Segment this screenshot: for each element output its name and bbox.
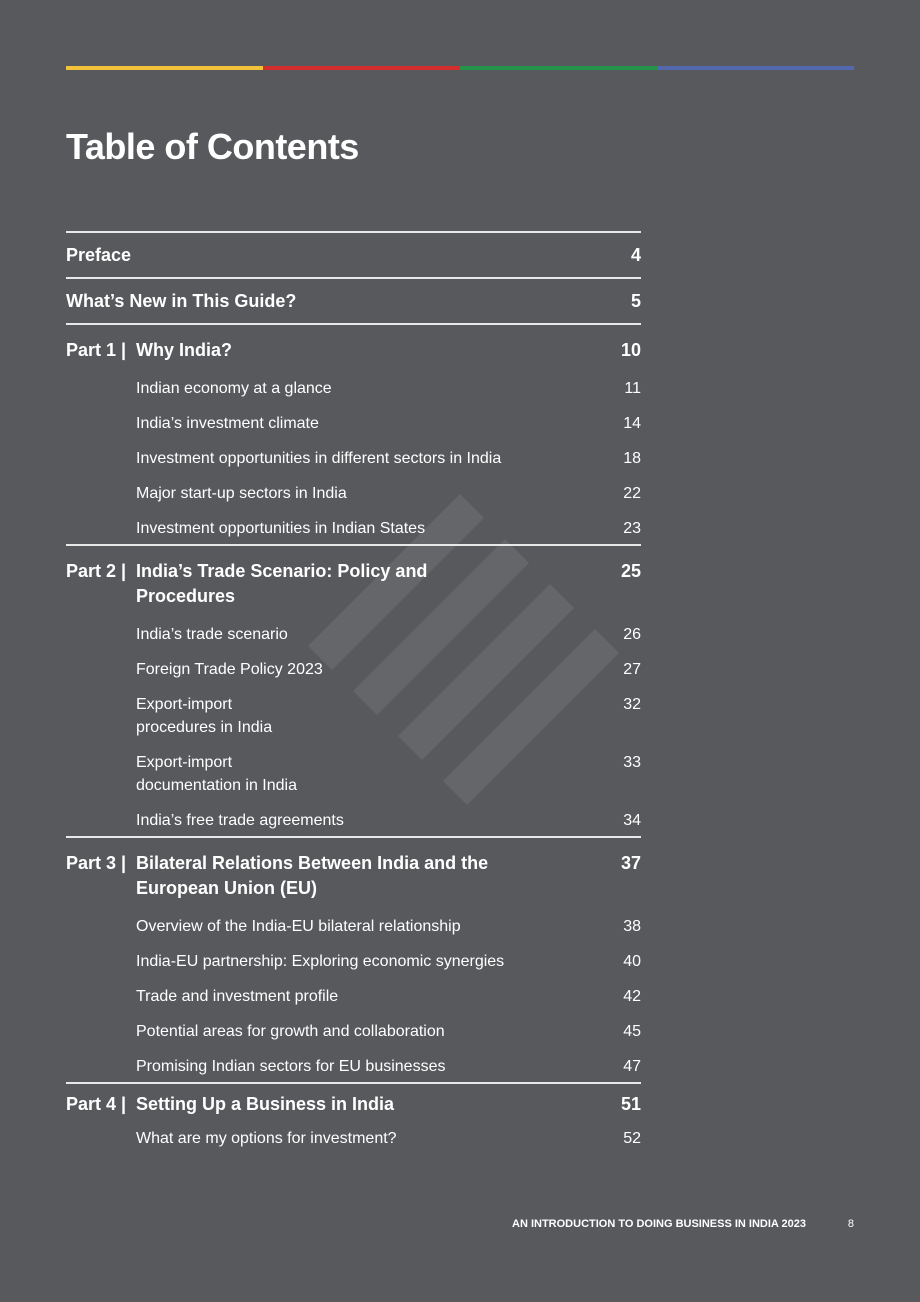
toc-subentry[interactable] xyxy=(66,441,641,476)
subentry-label-line: documentation in India xyxy=(136,777,297,794)
toc-subentry[interactable] xyxy=(66,944,641,979)
subentry-label-line: Export-import xyxy=(136,754,233,771)
toc-part-3[interactable] xyxy=(66,836,641,909)
toc-part-4[interactable] xyxy=(66,1082,641,1121)
subentry-page: 14 xyxy=(623,415,641,432)
part-number: Part 4 | xyxy=(66,1094,127,1114)
subentry-label: Investment opportunities in different sectors in India xyxy=(136,450,502,467)
subentry-page: 42 xyxy=(623,988,641,1005)
subentry-page: 34 xyxy=(623,812,641,829)
part-title: Bilateral Relations Between India and the European Union (EU) xyxy=(136,853,489,898)
toc-subentry[interactable] xyxy=(66,371,641,406)
stripe-red xyxy=(263,66,460,70)
subentry-page: 47 xyxy=(623,1058,641,1075)
page-footer xyxy=(0,1218,854,1232)
toc-subentry[interactable] xyxy=(66,476,641,511)
subentry-label: What are my options for investment? xyxy=(136,1130,397,1147)
subentry-page: 45 xyxy=(623,1023,641,1040)
subentry-page: 32 xyxy=(623,696,641,713)
toc-subentry[interactable] xyxy=(66,979,641,1014)
toc-subentry[interactable] xyxy=(66,511,641,544)
subentry-page: 40 xyxy=(623,953,641,970)
subentry-label xyxy=(136,751,581,797)
subentry-label xyxy=(136,693,581,739)
toc-entry-whats-new[interactable] xyxy=(66,277,641,323)
toc-subentry[interactable] xyxy=(66,687,641,745)
subentry-label: Foreign Trade Policy 2023 xyxy=(136,661,323,678)
subentry-page: 52 xyxy=(623,1130,641,1147)
part-title: Setting Up a Business in India xyxy=(136,1094,395,1114)
toc-part-2[interactable] xyxy=(66,544,641,617)
part-title: India’s Trade Scenario: Policy and Procedures xyxy=(136,561,428,606)
toc-subentry[interactable] xyxy=(66,745,641,803)
subentry-label-line: procedures in India xyxy=(136,719,273,736)
subentry-label: Promising Indian sectors for EU businesses xyxy=(136,1058,446,1075)
part-number: Part 1 | xyxy=(66,340,127,360)
part-page: 37 xyxy=(620,853,641,873)
subentry-label: Potential areas for growth and collaboration xyxy=(136,1023,445,1040)
subentry-page: 38 xyxy=(623,918,641,935)
stripe-green xyxy=(460,66,657,70)
page-title: Table of Contents xyxy=(66,126,359,167)
toc-subentry[interactable] xyxy=(66,803,641,836)
subentry-label: India’s free trade agreements xyxy=(136,812,344,829)
subentry-label: Major start-up sectors in India xyxy=(136,485,347,502)
toc-subentry[interactable] xyxy=(66,652,641,687)
footer-page-number: 8 xyxy=(847,1218,854,1230)
part-page: 51 xyxy=(620,1094,641,1114)
toc-entry-page: 4 xyxy=(630,244,641,265)
toc-subentry[interactable] xyxy=(66,909,641,944)
toc-subentry[interactable] xyxy=(66,1121,641,1156)
stripe-blue xyxy=(657,66,854,70)
toc-entry-page: 5 xyxy=(630,290,641,311)
toc-subentry[interactable] xyxy=(66,1014,641,1049)
toc-subentry[interactable] xyxy=(66,406,641,441)
part-number: Part 2 | xyxy=(66,561,127,581)
toc-subentry[interactable] xyxy=(66,617,641,652)
subentry-label: Investment opportunities in Indian States xyxy=(136,520,426,537)
stripe-yellow xyxy=(66,66,263,70)
subentry-label: Indian economy at a glance xyxy=(136,380,332,397)
subentry-page: 18 xyxy=(623,450,641,467)
toc-part-1[interactable] xyxy=(66,323,641,371)
subentry-label: India-EU partnership: Exploring economic synergies xyxy=(136,953,505,970)
table-of-contents xyxy=(66,231,641,1156)
subentry-label: Trade and investment profile xyxy=(136,988,339,1005)
toc-entry-label: Preface xyxy=(66,244,132,265)
toc-subentry[interactable] xyxy=(66,1049,641,1082)
part-title: Why India? xyxy=(136,340,232,360)
part-page: 25 xyxy=(620,561,641,581)
toc-entry-label: What’s New in This Guide? xyxy=(66,290,297,311)
subentry-label: India’s investment climate xyxy=(136,415,319,432)
subentry-page: 27 xyxy=(623,661,641,678)
subentry-label: Overview of the India-EU bilateral relationship xyxy=(136,918,461,935)
part-number: Part 3 | xyxy=(66,853,127,873)
subentry-page: 33 xyxy=(623,754,641,771)
color-stripe xyxy=(66,66,854,70)
part-page: 10 xyxy=(620,340,641,360)
footer-document-title: AN INTRODUCTION TO DOING BUSINESS IN INDIA 2023 xyxy=(512,1218,806,1230)
subentry-page: 26 xyxy=(623,626,641,643)
subentry-label: India’s trade scenario xyxy=(136,626,288,643)
subentry-page: 23 xyxy=(623,520,641,537)
toc-entry-preface[interactable] xyxy=(66,231,641,277)
subentry-page: 22 xyxy=(623,485,641,502)
subentry-page: 11 xyxy=(624,380,641,397)
subentry-label-line: Export-import xyxy=(136,696,233,713)
